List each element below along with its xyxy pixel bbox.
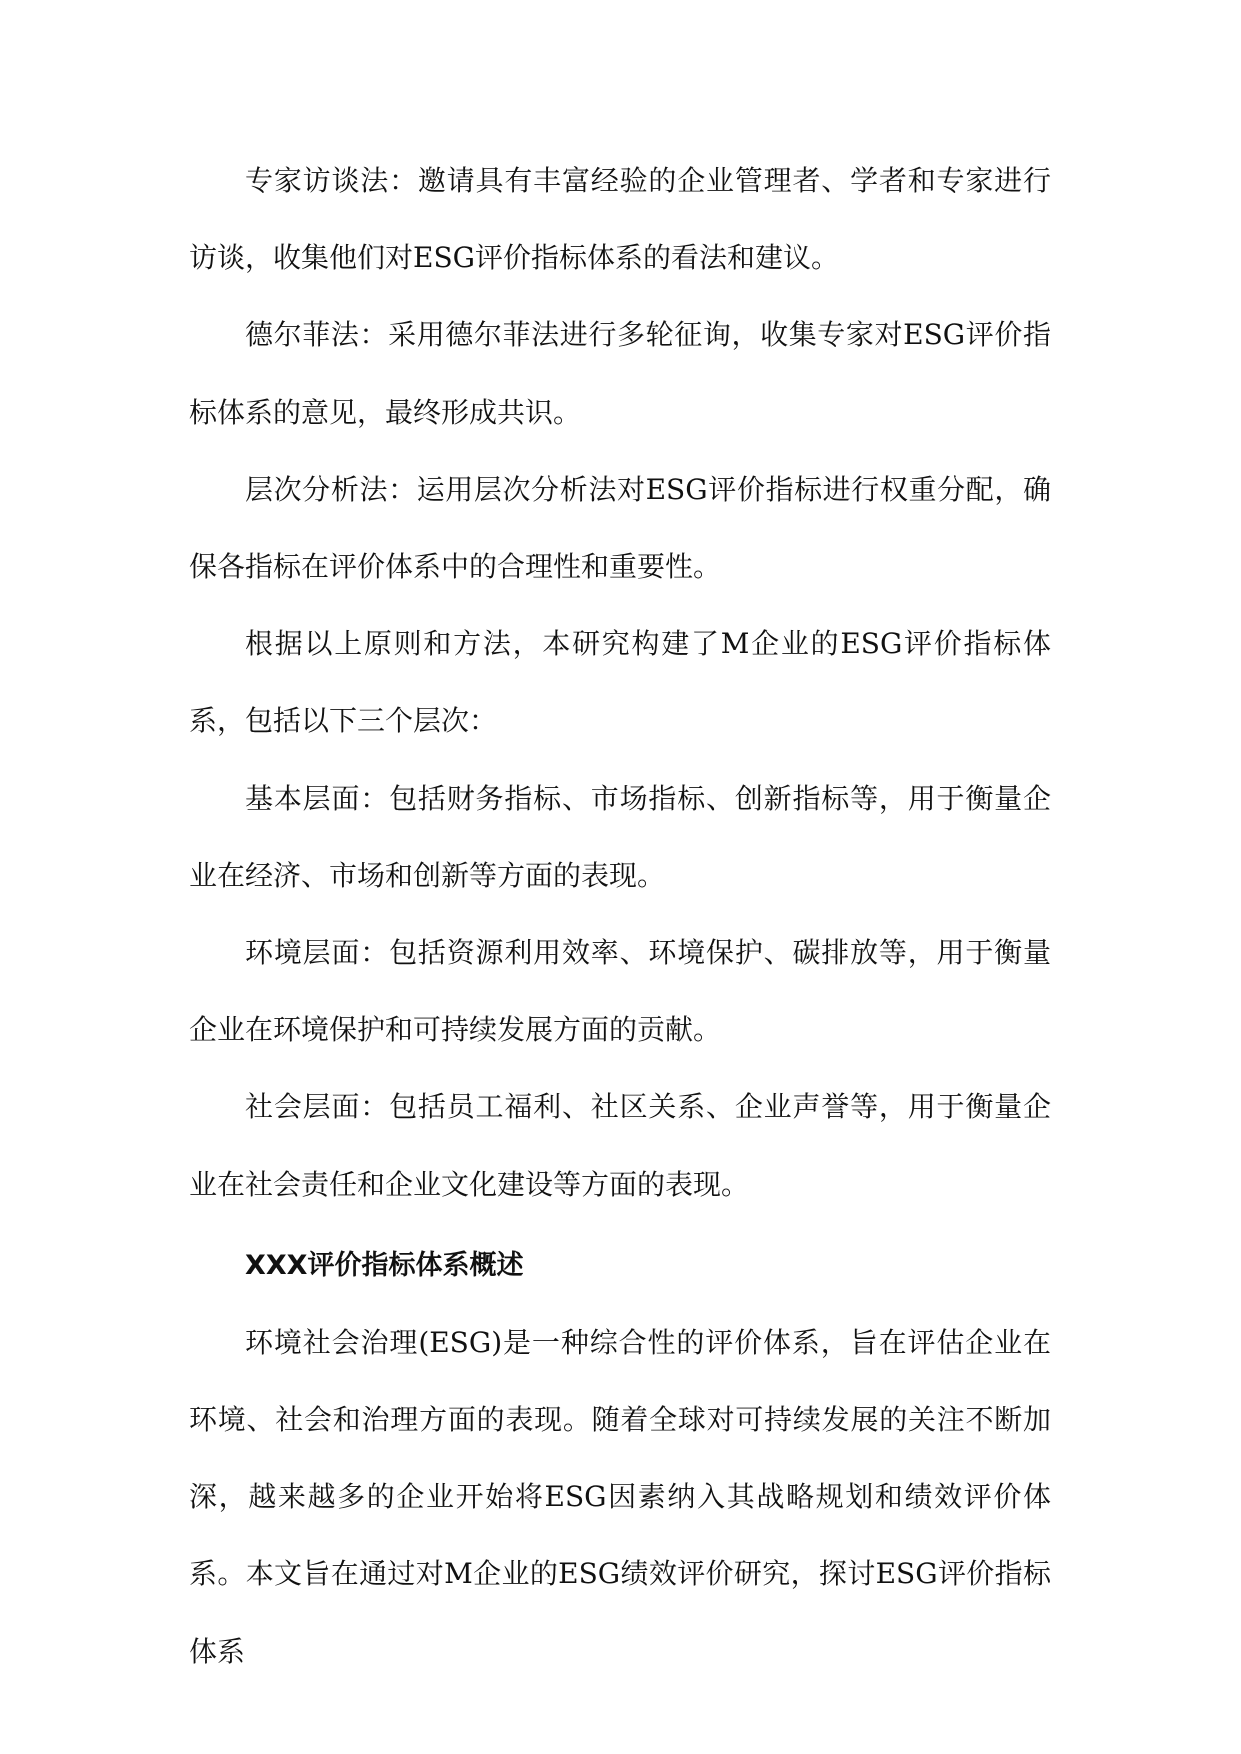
paragraph-environment-level: 环境层面：包括资源利用效率、环境保护、碳排放等，用于衡量企业在环境保护和可持续发展方面的贡献。 (189, 936, 1051, 1047)
section-heading: XXX评价指标体系概述 (245, 1249, 524, 1281)
paragraph-system-intro: 根据以上原则和方法，本研究构建了M企业的ESG评价指标体系，包括以下三个层次： (189, 627, 1051, 738)
paragraph-basic-level: 基本层面：包括财务指标、市场指标、创新指标等，用于衡量企业在经济、市场和创新等方面的表现。 (189, 781, 1051, 892)
paragraph-expert-interview: 专家访谈法：邀请具有丰富经验的企业管理者、学者和专家进行访谈，收集他们对ESG评价指标体系的看法和建议。 (189, 164, 1051, 275)
document-body (189, 142, 1051, 1690)
paragraph-ahp-method: 层次分析法：运用层次分析法对ESG评价指标进行权重分配，确保各指标在评价体系中的合理性和重要性。 (189, 472, 1051, 584)
paragraph-esg-overview: 环境社会治理(ESG)是一种综合性的评价体系，旨在评估企业在环境、社会和治理方面的表现。随着全球对可持续发展的关注不断加深，越来越多的企业开始将ESG因素纳入其战略规划和绩效评价体系。本文旨在通过对M企业的ESG绩效评价研究，探讨ESG评价指标体系 (189, 1325, 1051, 1668)
paragraph-social-level: 社会层面：包括员工福利、社区关系、企业声誉等，用于衡量企业在社会责任和企业文化建设等方面的表现。 (189, 1090, 1051, 1201)
paragraph-delphi-method: 德尔菲法：采用德尔菲法进行多轮征询，收集专家对ESG评价指标体系的意见，最终形成共识。 (189, 318, 1051, 429)
